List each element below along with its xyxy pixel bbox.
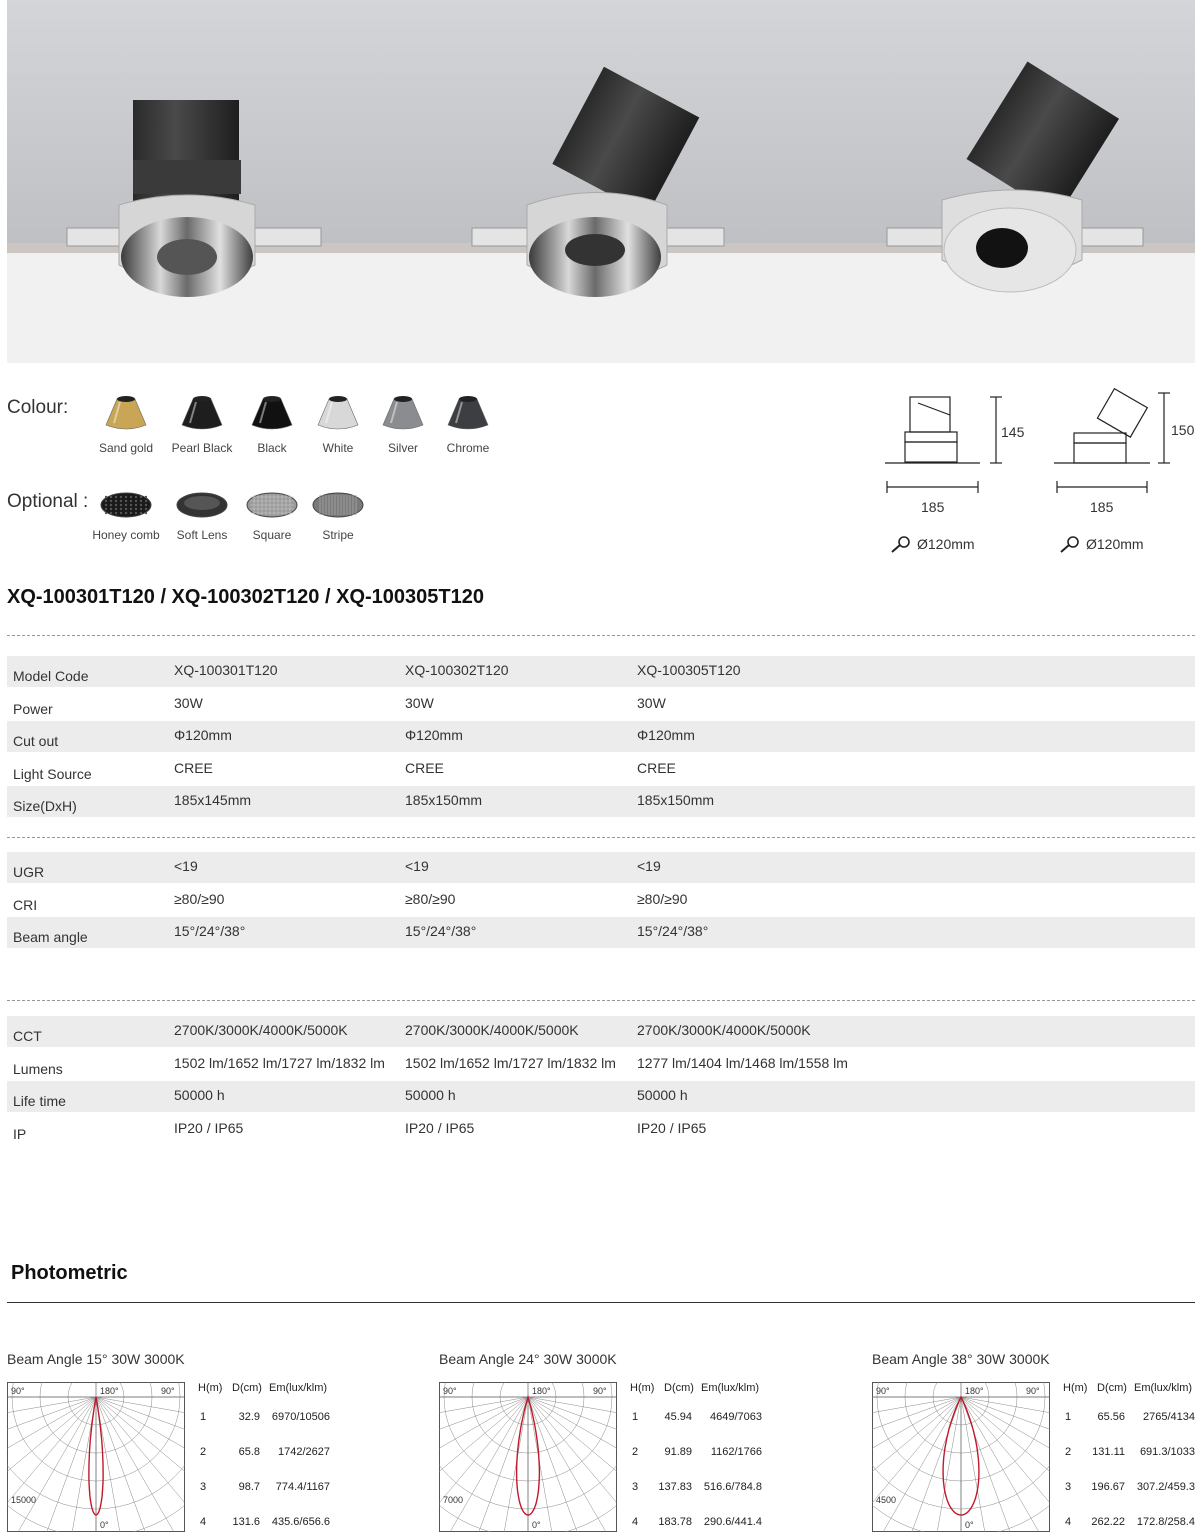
colour-option-label: Pearl Black — [171, 441, 233, 455]
polar-axis-label: 0° — [965, 1520, 974, 1530]
spec-value: 1502 lm/1652 lm/1727 lm/1832 lm — [174, 1054, 385, 1071]
spec-value: 15°/24°/38° — [174, 923, 246, 940]
spec-value: <19 — [174, 858, 198, 874]
table-cell: 307.2/459.3 — [1136, 1481, 1195, 1493]
colour-option[interactable] — [237, 393, 307, 455]
optional-accessory-label: Stripe — [322, 528, 354, 542]
table-cell: 131.6 — [232, 1516, 260, 1528]
spec-value: 30W — [174, 694, 203, 711]
spec-value: 2700K/3000K/4000K/5000K — [174, 1022, 348, 1038]
dashed-divider — [7, 837, 1195, 838]
spec-value: IP20 / IP65 — [174, 1119, 244, 1136]
spec-label: Beam angle — [13, 929, 88, 946]
spec-value: 30W — [405, 694, 434, 711]
reflector-cone-icon — [178, 393, 226, 433]
spec-value: XQ-100302T120 — [405, 662, 509, 678]
table-cell: 3 — [632, 1481, 639, 1493]
colour-option-label: Black — [257, 441, 287, 455]
reflector-cone-icon — [102, 393, 150, 433]
spec-label: Power — [13, 700, 53, 717]
colour-option[interactable] — [91, 393, 161, 455]
colour-option[interactable] — [433, 393, 503, 455]
table-cell: 6970/10506 — [271, 1411, 330, 1423]
spec-label: Life time — [13, 1093, 66, 1110]
spec-row — [7, 1016, 1195, 1047]
beam-title: Beam Angle 38° 30W 3000K — [872, 1351, 1050, 1367]
spec-row — [7, 852, 1195, 883]
table-cell: 4 — [1065, 1516, 1072, 1528]
table-cell: 1 — [200, 1411, 207, 1423]
dimension-height-1: 145 — [1001, 424, 1025, 440]
table-header: Em(lux/klm) — [701, 1382, 760, 1394]
dimension-width-2: 185 — [1090, 499, 1114, 515]
table-cell: 262.22 — [1091, 1516, 1125, 1528]
spec-value: 2700K/3000K/4000K/5000K — [637, 1022, 811, 1038]
spec-value: 185x145mm — [174, 792, 252, 809]
spec-value: Φ120mm — [637, 727, 695, 744]
polar-chart — [7, 1382, 185, 1532]
spec-row — [7, 1081, 1195, 1112]
optional-accessory-label: Soft Lens — [176, 528, 228, 542]
table-cell: 91.89 — [664, 1446, 692, 1458]
spec-label: Lumens — [13, 1060, 63, 1077]
spec-value: CREE — [637, 759, 676, 776]
table-cell: 4 — [632, 1516, 639, 1528]
spec-value: ≥80/≥90 — [637, 890, 688, 907]
spec-label: CCT — [13, 1028, 42, 1044]
spec-row — [7, 1049, 1195, 1080]
optional-accessory[interactable] — [303, 488, 373, 542]
table-header: D(cm) — [1097, 1382, 1127, 1394]
spec-row — [7, 786, 1195, 817]
table-cell: 3 — [200, 1481, 207, 1493]
table-cell: 2 — [1065, 1446, 1072, 1458]
polar-axis-label: 0° — [100, 1520, 109, 1530]
spec-value: 185x150mm — [405, 792, 483, 809]
table-cell: 1742/2627 — [278, 1446, 330, 1458]
spec-label: UGR — [13, 864, 45, 880]
table-cell: 774.4/1167 — [275, 1481, 330, 1493]
spec-label: Model Code — [13, 668, 89, 684]
table-cell: 98.7 — [238, 1481, 260, 1493]
optional-accessory[interactable] — [91, 488, 161, 542]
beam-title: Beam Angle 24° 30W 3000K — [439, 1351, 617, 1367]
polar-axis-label: 90° — [593, 1386, 607, 1396]
spec-label: CRI — [13, 896, 38, 913]
dashed-divider — [7, 635, 1195, 636]
dimension-width-1: 185 — [921, 499, 945, 515]
table-cell: 172.8/258.4 — [1136, 1516, 1195, 1528]
spec-value: 1502 lm/1652 lm/1727 lm/1832 lm — [405, 1054, 616, 1071]
polar-chart — [439, 1382, 617, 1532]
spec-value: CREE — [174, 759, 213, 776]
table-header: Em(lux/klm) — [269, 1382, 328, 1394]
accessory-disc-icon — [310, 490, 366, 520]
photometric-table — [624, 1382, 774, 1532]
spec-value: 2700K/3000K/4000K/5000K — [405, 1022, 579, 1038]
accessory-disc-icon — [244, 490, 300, 520]
spec-row — [7, 689, 1195, 720]
polar-chart — [872, 1382, 1050, 1532]
reflector-cone-icon — [379, 393, 427, 433]
spec-value: 15°/24°/38° — [637, 923, 709, 940]
table-cell: 2 — [200, 1446, 207, 1458]
reflector-cone-icon — [248, 393, 296, 433]
spec-row — [7, 656, 1195, 687]
spec-row — [7, 917, 1195, 948]
colour-option-label: Silver — [387, 441, 418, 455]
beam-title: Beam Angle 15° 30W 3000K — [7, 1351, 185, 1367]
colour-label: Colour: — [7, 397, 69, 418]
spec-value: 30W — [637, 694, 666, 711]
table-cell: 2765/4134 — [1143, 1411, 1195, 1423]
spec-value: XQ-100301T120 — [174, 662, 278, 678]
spec-label: Light Source — [13, 765, 92, 782]
cutout-diameter-1: Ø120mm — [917, 536, 975, 552]
colour-option-label: Sand gold — [98, 441, 154, 455]
spec-value: Φ120mm — [174, 727, 232, 744]
photometric-table — [1057, 1382, 1200, 1532]
table-cell: 45.94 — [664, 1411, 692, 1423]
colour-option[interactable] — [303, 393, 373, 455]
table-cell: 1 — [632, 1411, 639, 1423]
cutout-saw-icon — [890, 535, 912, 553]
cutout-saw-icon — [1059, 535, 1081, 553]
spec-value: 50000 h — [637, 1087, 688, 1104]
accessory-disc-icon — [174, 490, 230, 520]
table-cell: 65.8 — [238, 1446, 260, 1458]
table-cell: 290.6/441.4 — [703, 1516, 762, 1528]
downlight-wall-washer — [887, 61, 1143, 292]
spec-label: Cut out — [13, 733, 59, 750]
spec-value: XQ-100305T120 — [637, 662, 741, 678]
polar-axis-label: 90° — [876, 1386, 890, 1396]
downlight-fixed — [67, 100, 321, 297]
table-cell: 2 — [632, 1446, 639, 1458]
table-cell: 65.56 — [1097, 1411, 1125, 1423]
table-cell: 1 — [1065, 1411, 1072, 1423]
table-header: D(cm) — [232, 1382, 262, 1394]
optional-accessory[interactable] — [237, 488, 307, 542]
downlight-renders — [7, 0, 1195, 363]
photometric-table — [192, 1382, 342, 1532]
spec-value: 1277 lm/1404 lm/1468 lm/1558 lm — [637, 1054, 848, 1071]
table-header: D(cm) — [664, 1382, 694, 1394]
spec-value: Φ120mm — [405, 727, 463, 744]
spec-value: CREE — [405, 759, 444, 776]
colour-option[interactable] — [368, 393, 438, 455]
photometric-divider — [7, 1302, 1195, 1303]
polar-scale-label: 7000 — [443, 1495, 464, 1505]
spec-label: IP — [13, 1125, 27, 1142]
optional-accessory[interactable] — [167, 488, 237, 542]
table-header: Em(lux/klm) — [1134, 1382, 1193, 1394]
spec-value: 15°/24°/38° — [405, 923, 477, 940]
table-cell: 516.6/784.8 — [703, 1481, 762, 1493]
colour-option-label: White — [322, 441, 354, 455]
polar-axis-label: 180° — [100, 1386, 119, 1396]
spec-value: 50000 h — [405, 1087, 456, 1104]
table-cell: 183.78 — [658, 1516, 692, 1528]
table-cell: 691.3/1033 — [1139, 1446, 1195, 1458]
table-cell: 435.6/656.6 — [271, 1516, 330, 1528]
product-hero-image — [7, 0, 1195, 363]
table-header: H(m) — [198, 1382, 223, 1394]
table-cell: 4649/7063 — [710, 1411, 762, 1423]
polar-axis-label: 180° — [532, 1386, 551, 1396]
table-cell: 1162/1766 — [710, 1446, 762, 1458]
optional-label: Optional : — [7, 491, 89, 512]
dimension-drawings — [880, 385, 1200, 495]
polar-axis-label: 90° — [443, 1386, 457, 1396]
polar-scale-label: 15000 — [11, 1495, 37, 1505]
spec-value: 185x150mm — [637, 792, 715, 809]
spec-row — [7, 721, 1195, 752]
table-cell: 4 — [200, 1516, 207, 1528]
table-cell: 32.9 — [238, 1411, 260, 1423]
dashed-divider — [7, 1000, 1195, 1001]
spec-value: <19 — [405, 858, 429, 874]
spec-value: IP20 / IP65 — [405, 1119, 475, 1136]
polar-axis-label: 180° — [965, 1386, 984, 1396]
optional-accessory-label: Honey comb — [92, 528, 160, 542]
polar-axis-label: 90° — [11, 1386, 25, 1396]
table-header: H(m) — [630, 1382, 655, 1394]
dimension-height-2: 150 — [1171, 422, 1195, 438]
table-cell: 137.83 — [658, 1481, 692, 1493]
spec-value: 50000 h — [174, 1087, 225, 1104]
cutout-diameter-2: Ø120mm — [1086, 536, 1144, 552]
accessory-disc-icon — [98, 490, 154, 520]
downlight-adjustable-tilt — [472, 67, 724, 297]
optional-accessory-label: Square — [252, 528, 292, 542]
table-cell: 196.67 — [1091, 1481, 1125, 1493]
colour-option[interactable] — [167, 393, 237, 455]
reflector-cone-icon — [444, 393, 492, 433]
table-header: H(m) — [1063, 1382, 1088, 1394]
spec-value: ≥80/≥90 — [405, 890, 456, 907]
spec-row — [7, 754, 1195, 785]
photometric-title: Photometric — [11, 1262, 128, 1284]
table-cell: 131.11 — [1092, 1446, 1125, 1458]
reflector-cone-icon — [314, 393, 362, 433]
spec-row — [7, 885, 1195, 916]
spec-row — [7, 1114, 1195, 1145]
spec-value: IP20 / IP65 — [637, 1119, 707, 1136]
spec-value: ≥80/≥90 — [174, 890, 225, 907]
spec-value: <19 — [637, 858, 661, 874]
polar-axis-label: 90° — [1026, 1386, 1040, 1396]
colour-option-label: Chrome — [446, 441, 490, 455]
polar-axis-label: 90° — [161, 1386, 175, 1396]
spec-label: Size(DxH) — [13, 798, 77, 815]
polar-scale-label: 4500 — [876, 1495, 897, 1505]
series-title: XQ-100301T120 / XQ-100302T120 / XQ-100305T120 — [7, 586, 484, 608]
polar-axis-label: 0° — [532, 1520, 541, 1530]
table-cell: 3 — [1065, 1481, 1072, 1493]
